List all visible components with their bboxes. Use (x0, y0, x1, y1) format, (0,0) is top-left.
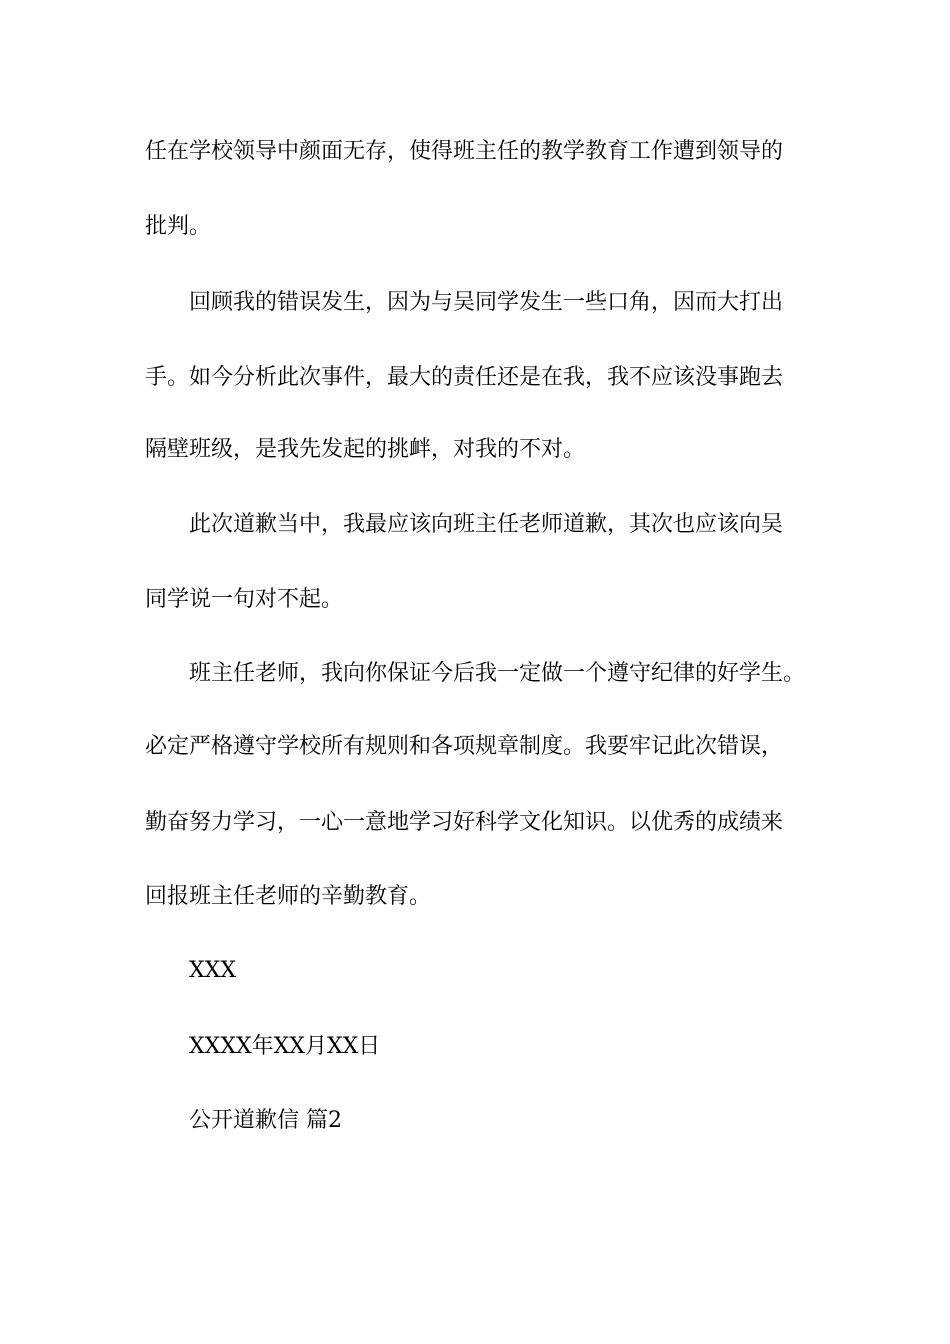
paragraph-start-line: 班主任老师，我向你保证今后我一定做一个遵守纪律的好学生。 (189, 661, 806, 686)
text-line: 隔壁班级，是我先发起的挑衅，对我的不对。 (145, 437, 586, 462)
text-line: 手。如今分析此次事件，最大的责任还是在我，我不应该没事跑去 (145, 365, 784, 390)
signature: XXX (189, 958, 236, 983)
text-line: 批判。 (145, 214, 212, 239)
text-line: 任在学校领导中颜面无存，使得班主任的教学教育工作遭到领导的 (145, 139, 784, 164)
text-line: 必定严格遵守学校所有规则和各项规章制度。我要牢记此次错误， (145, 734, 784, 759)
text-line: 回报班主任老师的辛勤教育。 (145, 884, 432, 909)
paragraph-start-line: 回顾我的错误发生，因为与吴同学发生一些口角，因而大打出 (189, 290, 784, 315)
text-line: 勤奋努力学习，一心一意地学习好科学文化知识。以优秀的成绩来 (145, 810, 784, 835)
section-heading: 公开道歉信 篇2 (189, 1108, 342, 1133)
text-line: 同学说一句对不起。 (145, 587, 344, 612)
paragraph-start-line: 此次道歉当中，我最应该向班主任老师道歉，其次也应该向吴 (189, 512, 784, 537)
date: XXXX年XX月XX日 (189, 1034, 381, 1059)
